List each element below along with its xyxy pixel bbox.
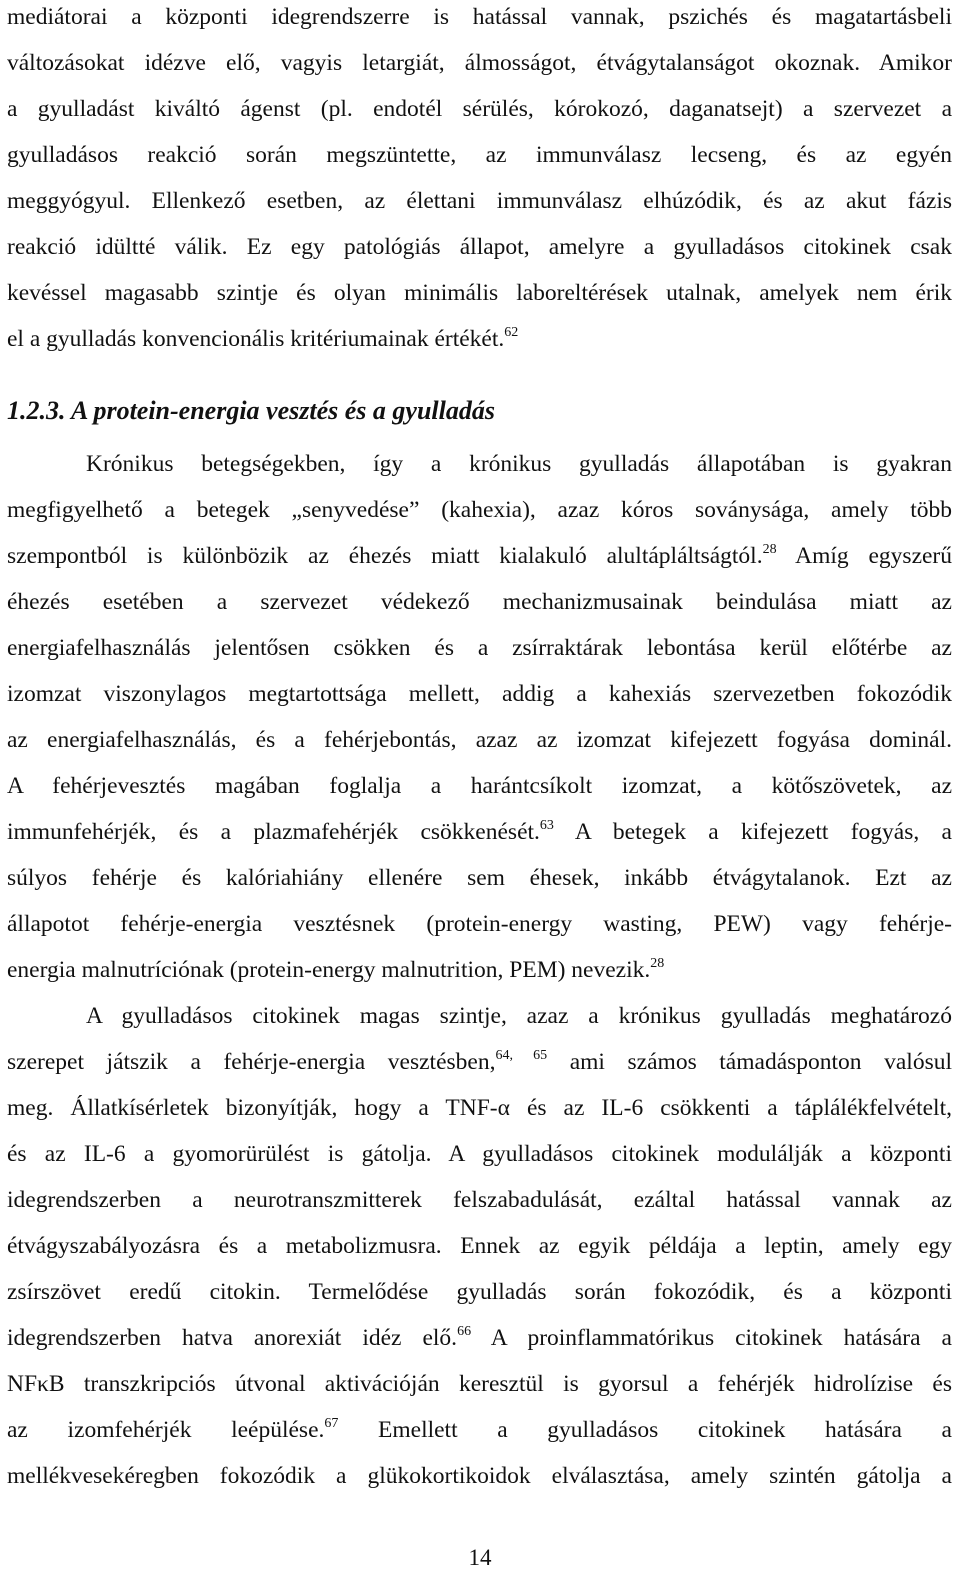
- text-line: A fehérjevesztés magában foglalja a harántcsíkolt izomzat, a kötőszövetek, az: [7, 773, 952, 799]
- text-line: [7, 541, 952, 571]
- text-span: ami számos támadásponton valósul: [547, 1049, 952, 1075]
- text-line: [7, 955, 952, 985]
- text-line: állapotot fehérje-energia vesztésnek (protein-energy wasting, PEW) vagy fehérje-: [7, 911, 952, 937]
- page-number: 14: [468, 1545, 492, 1570]
- section-title: A protein-energia vesztés és a gyulladás: [71, 396, 495, 425]
- text-span: szempontból is különbözik az éhezés miatt kialakuló alultápláltságtól.: [7, 543, 763, 569]
- text-span: szerepet játszik a fehérje-energia vesztésben,: [7, 1049, 496, 1075]
- text-line: éhezés esetében a szervezet védekező mechanizmusainak beindulása miatt az: [7, 589, 952, 615]
- text-line: változásokat idézve elő, vagyis letargiát, álmosságot, étvágytalanságot okoznak. Amikor: [7, 50, 952, 76]
- citation-ref: 63: [539, 818, 554, 833]
- text-line: az energiafelhasználás, és a fehérjebontás, azaz az izomzat kifejezett fogyása dominál.: [7, 727, 952, 753]
- text-line: Krónikus betegségekben, így a krónikus gyulladás állapotában is gyakran: [86, 451, 952, 477]
- text-line: izomzat viszonylagos megtartottsága mellett, addig a kahexiás szervezetben fokozódik: [7, 681, 952, 707]
- citation-ref: 28: [650, 956, 665, 971]
- text-line: zsírszövet eredű citokin. Termelődése gyulladás során fokozódik, és a központi: [7, 1279, 952, 1305]
- text-line: [7, 1047, 952, 1077]
- text-line: idegrendszerben a neurotranszmitterek felszabadulását, ezáltal hatással vannak az: [7, 1187, 952, 1213]
- section-heading: [7, 394, 495, 428]
- text-line: a gyulladást kiváltó ágenst (pl. endotél sérülés, kórokozó, daganatsejt) a szervezet a: [7, 96, 952, 122]
- text-line: kevéssel magasabb szintje és olyan minimális laboreltérések utalnak, amelyek nem érik: [7, 280, 952, 306]
- text-span: Emellett a gyulladásos citokinek hatására a: [338, 1417, 952, 1443]
- citation-ref: 62: [504, 325, 519, 340]
- text-line: mediátorai a központi idegrendszerre is hatással vannak, pszichés és magatartásbeli: [7, 4, 952, 30]
- text-line: mellékvesekéregben fokozódik a glükokortikoidok elválasztása, amely szintén gátolja a: [7, 1463, 952, 1489]
- text-span: Amíg egyszerű: [776, 543, 952, 569]
- text-line: súlyos fehérje és kalóriahiány ellenére sem éhesek, inkább étvágytalanok. Ezt az: [7, 865, 952, 891]
- text-line: NFκB transzkripciós útvonal aktivációján keresztül is gyorsul a fehérjék hidrolízise és: [7, 1371, 952, 1397]
- section-number: 1.2.3.: [7, 396, 66, 425]
- text-span: A betegek a kifejezett fogyás, a: [553, 819, 952, 845]
- text-line: meggyógyul. Ellenkező esetben, az élettani immunválasz elhúzódik, és az akut fázis: [7, 188, 952, 214]
- text-line: reakció idültté válik. Ez egy patológiás állapot, amelyre a gyulladásos citokinek csak: [7, 234, 952, 260]
- text-line: [7, 1323, 952, 1353]
- text-line: meg. Állatkísérletek bizonyítják, hogy a TNF-α és az IL-6 csökkenti a táplálékfelvételt,: [7, 1095, 952, 1121]
- text-line: [7, 817, 952, 847]
- text-line: megfigyelhető a betegek „senyvedése” (kahexia), azaz kóros soványsága, amely több: [7, 497, 952, 523]
- text-span: idegrendszerben hatva anorexiát idéz elő.: [7, 1325, 458, 1351]
- text-line: étvágyszabályozásra és a metabolizmusra. Ennek az egyik példája a leptin, amely egy: [7, 1233, 952, 1259]
- text-span: el a gyulladás konvencionális kritériumainak értékét.: [7, 326, 505, 352]
- text-span: energia malnutríciónak (protein-energy malnutrition, PEM) nevezik.: [7, 957, 651, 983]
- text-line: [7, 324, 952, 354]
- text-span: A proinflammatórikus citokinek hatására a: [471, 1325, 952, 1351]
- text-line: gyulladásos reakció során megszüntette, az immunválasz lecseng, és az egyén: [7, 142, 952, 168]
- text-line: energiafelhasználás jelentősen csökken és a zsírraktárak lebontása kerül előtérbe az: [7, 635, 952, 661]
- text-span: immunfehérjék, és a plazmafehérjék csökkenését.: [7, 819, 540, 845]
- citation-ref: 66: [457, 1324, 472, 1339]
- text-line: A gyulladásos citokinek magas szintje, azaz a krónikus gyulladás meghatározó: [86, 1003, 952, 1029]
- citation-ref: 28: [762, 542, 777, 557]
- text-span: az izomfehérjék leépülése.: [7, 1417, 325, 1443]
- citation-ref: 67: [324, 1416, 339, 1431]
- text-line: [7, 1415, 952, 1445]
- citation-ref: 64, 65: [495, 1048, 548, 1063]
- text-line: és az IL-6 a gyomorürülést is gátolja. A gyulladásos citokinek modulálják a központi: [7, 1141, 952, 1167]
